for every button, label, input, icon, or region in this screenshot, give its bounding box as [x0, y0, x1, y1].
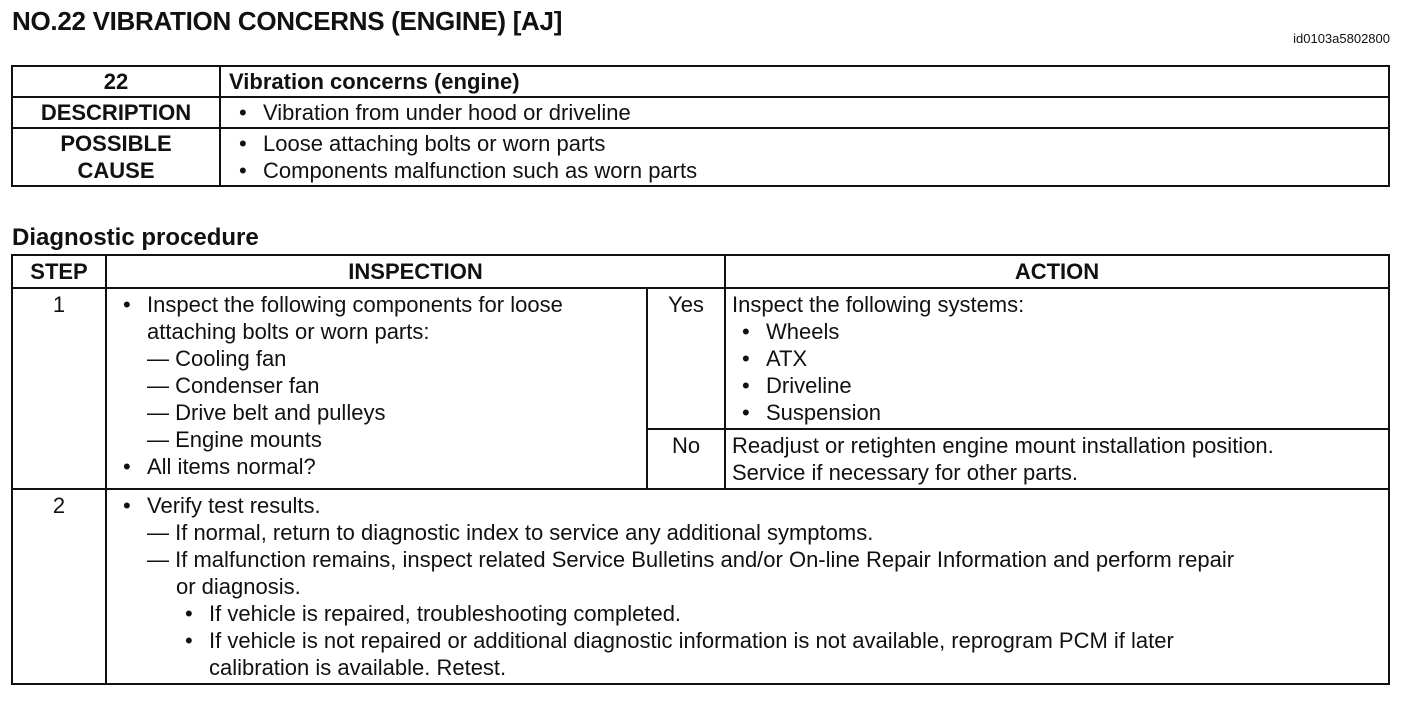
step2-lead: • Verify test results. [113, 492, 1382, 519]
summary-header-row [12, 66, 1389, 97]
step2-repaired: • If vehicle is repaired, troubleshooting completed. [113, 600, 1382, 627]
step1-component: — Drive belt and pulleys [147, 400, 386, 425]
step1-component: — Cooling fan [147, 346, 287, 371]
concern-number: 22 [12, 66, 220, 97]
procedure-heading: Diagnostic procedure [12, 224, 259, 251]
page-title: NO.22 VIBRATION CONCERNS (ENGINE) [AJ] [12, 6, 563, 36]
step1-component: — Condenser fan [147, 373, 320, 398]
step2-not-repaired-line1: • If vehicle is not repaired or additional diagnostic information is not available, reprogram PCM if later [113, 627, 1382, 654]
step2-malfunction-line2: or diagnosis. [176, 574, 301, 599]
procedure-table [11, 254, 1390, 685]
cause-item: • Loose attaching bolts or worn parts [229, 130, 1380, 157]
step1-inspect-line2: attaching bolts or worn parts: [147, 319, 430, 344]
step1-yes-row [12, 288, 1389, 429]
step1-yes-item: • Suspension [732, 399, 1382, 426]
step-column-header: STEP [12, 255, 106, 288]
step1-yes-label: Yes [647, 288, 725, 429]
step1-yes-intro: Inspect the following systems: [732, 292, 1025, 317]
step2-not-repaired-line2: calibration is available. Retest. [209, 655, 507, 680]
step2-inspection [106, 489, 1389, 684]
step1-number: 1 [12, 288, 106, 489]
step1-question: • All items normal? [113, 453, 640, 480]
description-row [12, 97, 1389, 128]
description-label: DESCRIPTION [12, 97, 220, 128]
step1-no-line2: Service if necessary for other parts. [732, 460, 1079, 485]
cause-label-line1: POSSIBLE [60, 131, 172, 156]
step1-component: — Engine mounts [147, 427, 322, 452]
document-id: id0103a5802800 [1293, 31, 1390, 46]
step2-malfunction-line1: — If malfunction remains, inspect related Service Bulletins and/or On-line Repair Information and perform repair [147, 547, 1235, 572]
step2-number: 2 [12, 489, 106, 684]
cause-row [12, 128, 1389, 186]
cause-item: • Components malfunction such as worn parts [229, 157, 1380, 184]
concern-heading: Vibration concerns (engine) [220, 66, 1389, 97]
step1-yes-item: • ATX [732, 345, 1382, 372]
action-column-header: ACTION [725, 255, 1389, 288]
cause-cell [220, 128, 1389, 186]
cause-label [12, 128, 220, 186]
step2-normal: — If normal, return to diagnostic index to service any additional symptoms. [147, 520, 874, 545]
step1-no-action [725, 429, 1389, 489]
step1-yes-action [725, 288, 1389, 429]
step1-yes-item: • Driveline [732, 372, 1382, 399]
step1-no-label: No [647, 429, 725, 489]
step1-inspection [106, 288, 647, 489]
inspection-column-header: INSPECTION [106, 255, 725, 288]
step2-row [12, 489, 1389, 684]
step1-inspect-line1: • Inspect the following components for loose [113, 291, 640, 318]
description-item: • Vibration from under hood or driveline [229, 99, 1380, 126]
step1-yes-item: • Wheels [732, 318, 1382, 345]
cause-label-line2: CAUSE [77, 158, 155, 183]
step1-no-line1: Readjust or retighten engine mount installation position. [732, 433, 1274, 458]
description-cell [220, 97, 1389, 128]
procedure-header-row [12, 255, 1389, 288]
summary-table [11, 65, 1390, 187]
